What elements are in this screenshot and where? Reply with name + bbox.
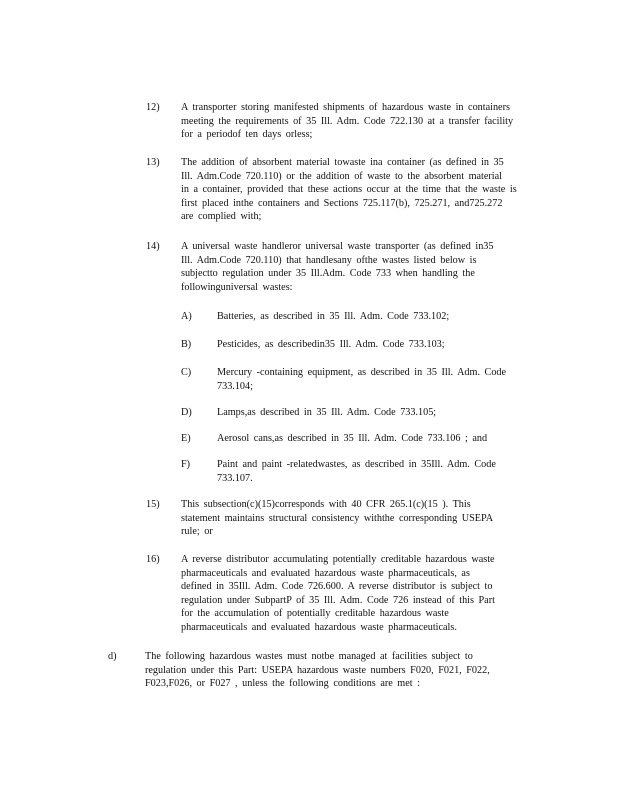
item-number: 13) <box>146 157 160 168</box>
item-text <box>217 458 536 485</box>
text-line: Aerosol cans,as described in 35 Ill. Adm. Code 733.106 ; and <box>217 433 488 444</box>
text-line: F023,F026, or F027 , unless the following conditions are met : <box>145 678 420 690</box>
item-number: 12) <box>146 102 160 113</box>
item-letter: F) <box>181 459 191 470</box>
text-line: Lamps,as described in 35 Ill. Adm. Code 733.105; <box>217 407 437 418</box>
text-line: rule; or <box>181 526 213 538</box>
item-text <box>217 406 536 420</box>
text-line: 733.104; <box>217 380 253 392</box>
text-line: 733.107. <box>217 472 253 484</box>
text-line: for the accumulation of potentially creditable hazardous waste <box>181 608 449 620</box>
text-line: regulation under this Part: USEPA hazardous waste numbers F020, F021, F022, <box>145 664 490 676</box>
item-letter: C) <box>181 367 192 378</box>
text-line: The following hazardous wastes must notbe managed at facilities subject to <box>145 651 473 662</box>
text-line: subjectto regulation under 35 Ill.Adm. Code 733 when handling the <box>181 268 475 280</box>
item-number: 15) <box>146 499 160 510</box>
item-text <box>181 156 546 224</box>
item-text <box>217 310 536 324</box>
text-line: A reverse distributor accumulating potentially creditable hazardous waste <box>181 554 495 565</box>
text-line: Ill. Adm.Code 720.110) that handlesany ofthe wastes listed below is <box>181 254 477 266</box>
text-line: first placed inthe containers and Sections 725.117(b), 725.271, and725.272 <box>181 197 503 209</box>
item-letter: E) <box>181 433 191 444</box>
item-letter: d) <box>108 651 117 662</box>
text-line: in a container, provided that these actions occur at the time that the waste is <box>181 184 517 196</box>
item-text <box>181 498 546 539</box>
item-text <box>217 366 536 393</box>
text-line: are complied with; <box>181 211 262 223</box>
text-line: pharmaceuticals and evaluated hazardous waste pharmaceuticals. <box>181 621 457 633</box>
text-line: pharmaceuticals and evaluated hazardous waste pharmaceuticals, as <box>181 567 470 579</box>
item-text <box>181 101 546 142</box>
item-text <box>217 338 536 352</box>
text-line: followinguniversal wastes: <box>181 281 293 293</box>
text-line: for a periodof ten days orless; <box>181 129 313 141</box>
text-line: Pesticides, as describedin35 Ill. Adm. Code 733.103; <box>217 339 445 350</box>
item-number: 14) <box>146 241 160 252</box>
text-line: A transporter storing manifested shipments of hazardous waste in containers <box>181 102 510 113</box>
text-line: statement maintains structural consistency withthe corresponding USEPA <box>181 512 494 524</box>
item-text <box>145 650 538 691</box>
text-line: regulation under SubpartP of 35 Ill. Adm. Code 726 instead of this Part <box>181 594 495 606</box>
item-letter: A) <box>181 311 192 322</box>
text-line: This subsection(c)(15)corresponds with 40 CFR 265.1(c)(15 ). This <box>181 499 471 510</box>
item-letter: D) <box>181 407 192 418</box>
text-line: A universal waste handleror universal waste transporter (as defined in35 <box>181 241 494 252</box>
item-letter: B) <box>181 339 192 350</box>
text-line: Ill. Adm.Code 720.110) or the addition of waste to the absorbent material <box>181 170 502 182</box>
item-number: 16) <box>146 554 160 565</box>
text-line: Mercury -containing equipment, as described in 35 Ill. Adm. Code <box>217 367 507 378</box>
item-text <box>217 432 536 446</box>
item-text <box>181 553 546 635</box>
text-line: Paint and paint -relatedwastes, as described in 35Ill. Adm. Code <box>217 459 496 470</box>
text-line: meeting the requirements of 35 Ill. Adm. Code 722.130 at a transfer facility <box>181 115 514 127</box>
text-line: The addition of absorbent material towaste ina container (as defined in 35 <box>181 157 504 168</box>
text-line: defined in 35Ill. Adm. Code 726.600. A reverse distributor is subject to <box>181 581 493 593</box>
item-text <box>181 240 546 294</box>
text-line: Batteries, as described in 35 Ill. Adm. Code 733.102; <box>217 311 450 322</box>
